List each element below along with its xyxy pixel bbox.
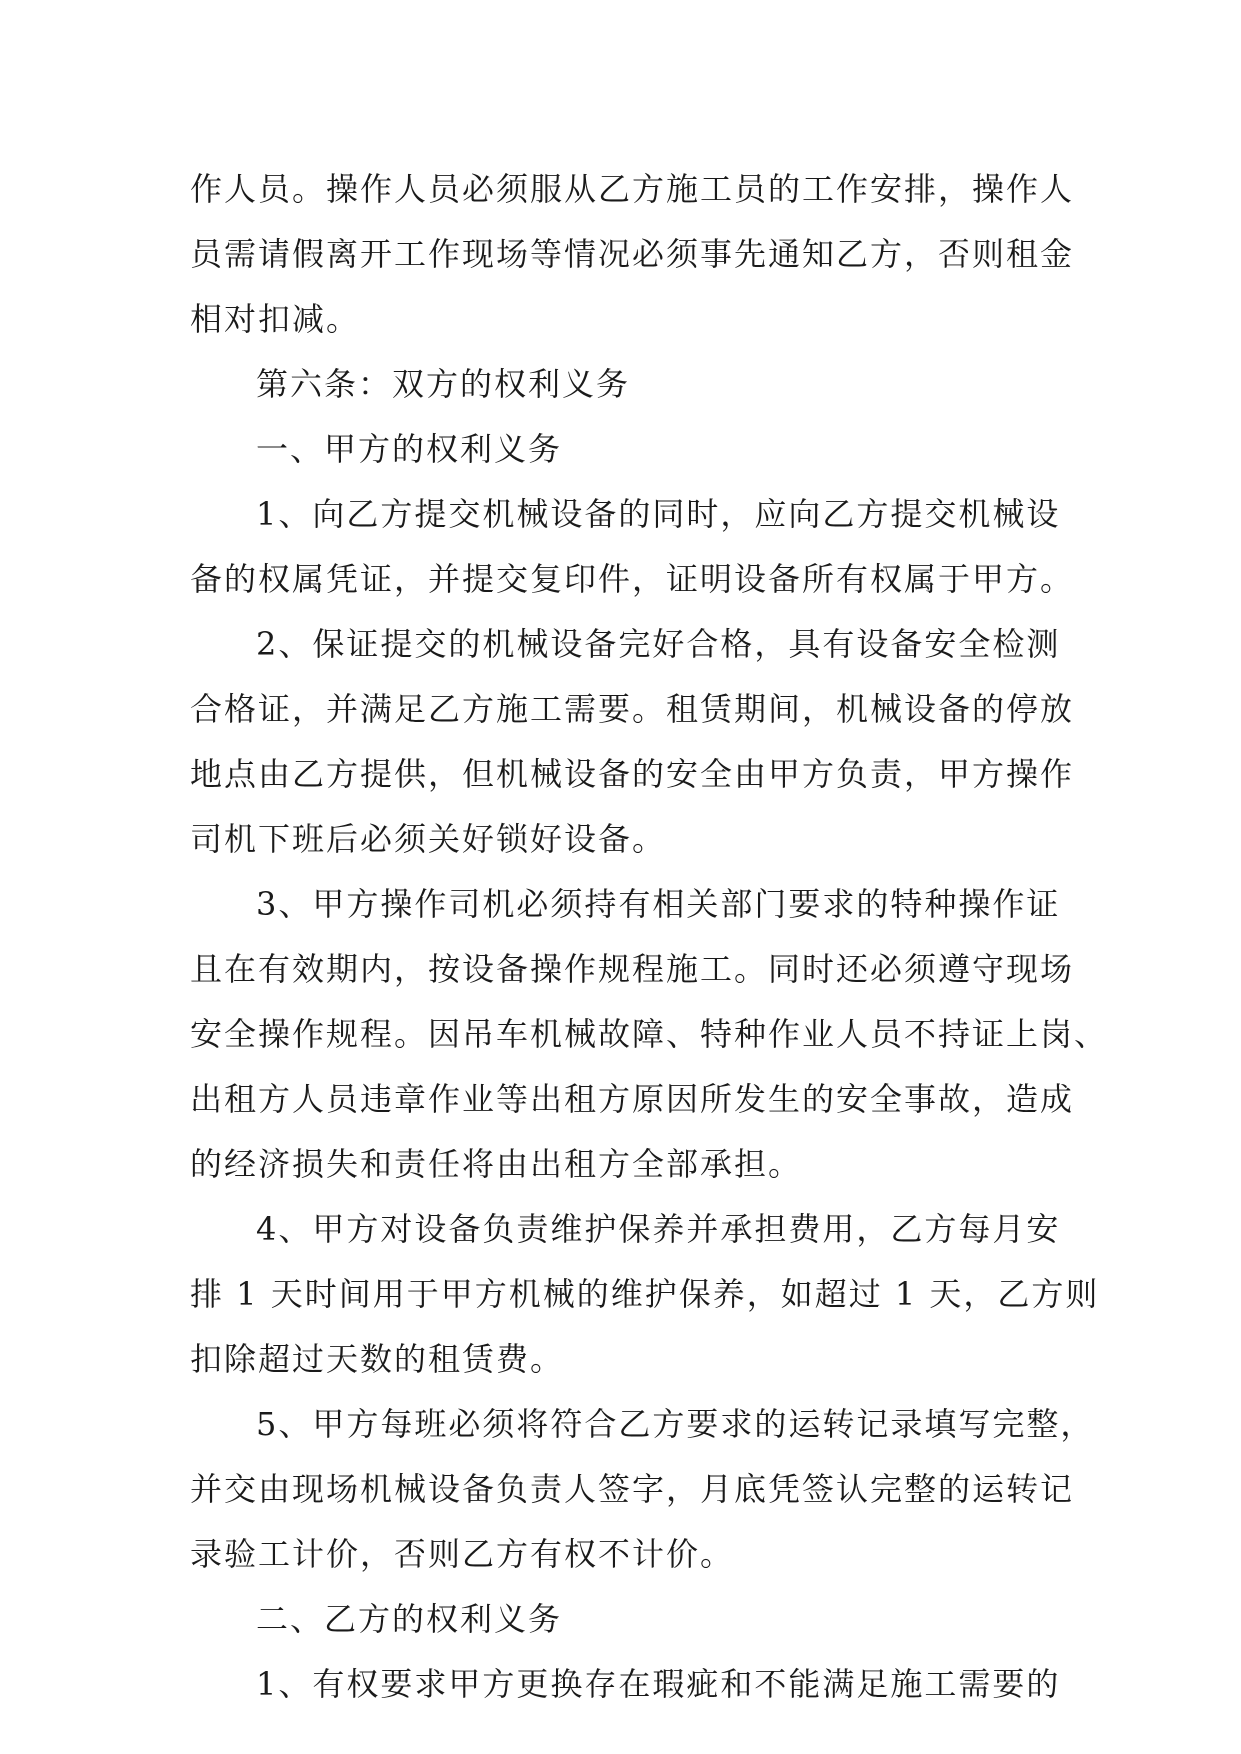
text-line: 合格证，并满足乙方施工需要。租赁期间，机械设备的停放 xyxy=(190,690,1075,728)
text-line: 员需请假离开工作现场等情况必须事先通知乙方，否则租金 xyxy=(190,235,1075,273)
text-line: 地点由乙方提供，但机械设备的安全由甲方负责，甲方操作 xyxy=(190,755,1075,793)
text-line: 备的权属凭证，并提交复印件，证明设备所有权属于甲方。 xyxy=(190,560,1075,598)
clause-line: 1、有权要求甲方更换存在瑕疵和不能满足施工需要的 xyxy=(256,1665,1061,1703)
text-line: 排 1 天时间用于甲方机械的维护保养，如超过 1 天，乙方则 xyxy=(190,1275,1100,1313)
clause-line: 2、保证提交的机械设备完好合格，具有设备安全检测 xyxy=(256,625,1061,663)
text-line: 扣除超过天数的租赁费。 xyxy=(190,1340,565,1378)
clause-line: 3、甲方操作司机必须持有相关部门要求的特种操作证 xyxy=(256,885,1061,923)
text-line: 相对扣减。 xyxy=(190,300,361,338)
text-line: 出租方人员违章作业等出租方原因所发生的安全事故，造成 xyxy=(190,1080,1075,1118)
text-line: 并交由现场机械设备负责人签字，月底凭签认完整的运转记 xyxy=(190,1470,1075,1508)
text-line: 作人员。操作人员必须服从乙方施工员的工作安排，操作人 xyxy=(190,170,1075,208)
text-line: 的经济损失和责任将由出租方全部承担。 xyxy=(190,1145,803,1183)
article-heading: 第六条：双方的权利义务 xyxy=(256,365,631,403)
text-line: 且在有效期内，按设备操作规程施工。同时还必须遵守现场 xyxy=(190,950,1075,988)
text-line: 司机下班后必须关好锁好设备。 xyxy=(190,820,667,858)
document-body xyxy=(190,157,1109,1717)
section-heading: 二、乙方的权利义务 xyxy=(256,1600,563,1638)
clause-line: 4、甲方对设备负责维护保养并承担费用，乙方每月安 xyxy=(256,1210,1061,1248)
section-heading: 一、甲方的权利义务 xyxy=(256,430,563,468)
text-line: 录验工计价，否则乙方有权不计价。 xyxy=(190,1535,735,1573)
clause-line: 1、向乙方提交机械设备的同时，应向乙方提交机械设 xyxy=(256,495,1061,533)
clause-line: 5、甲方每班必须将符合乙方要求的运转记录填写完整， xyxy=(256,1405,1095,1443)
text-line: 安全操作规程。因吊车机械故障、特种作业人员不持证上岗、 xyxy=(190,1015,1109,1053)
